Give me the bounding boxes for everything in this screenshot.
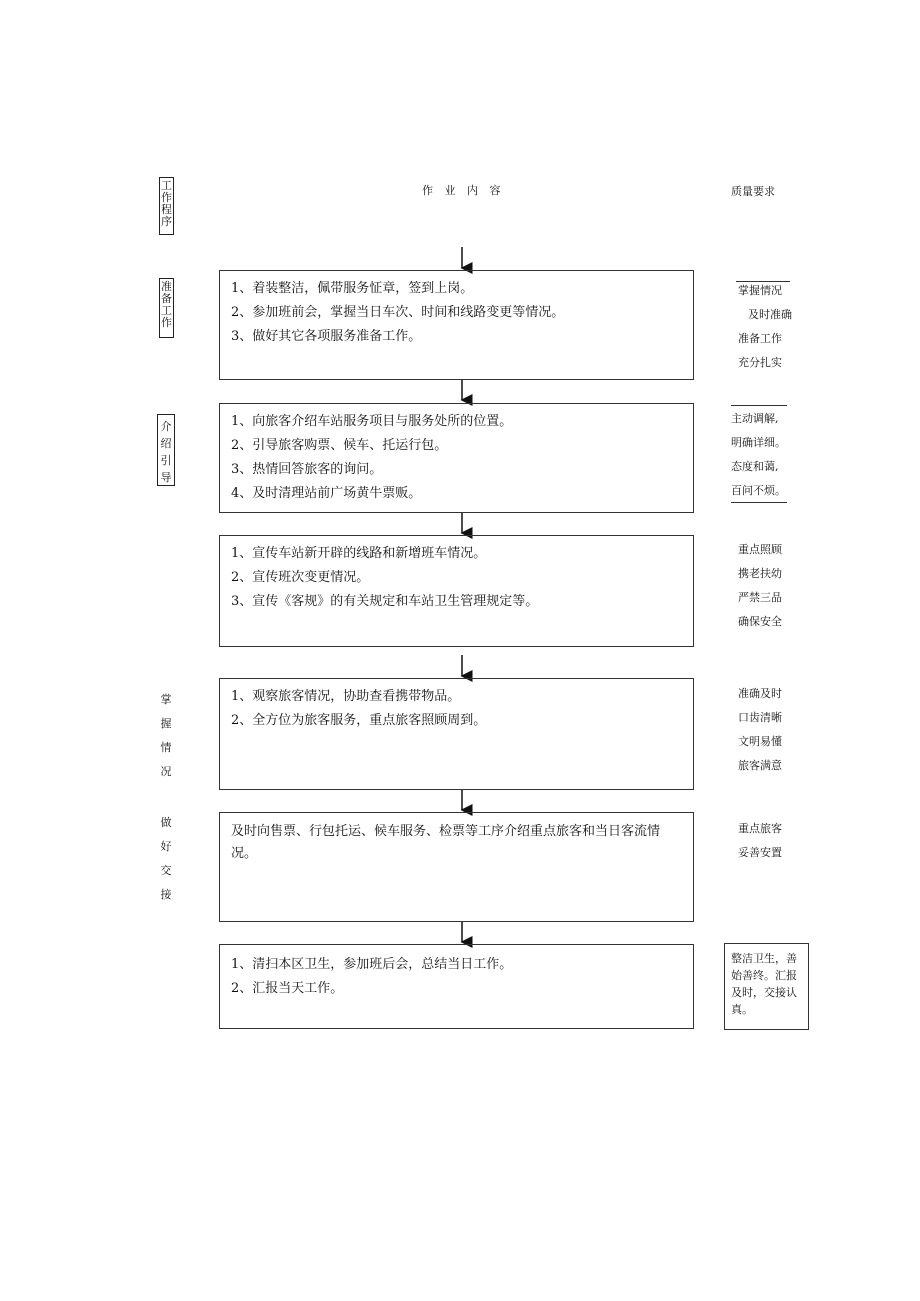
step-box-close bbox=[219, 944, 694, 1029]
stage-label-char: 绍 bbox=[160, 437, 172, 450]
quality-line: 文明易懂 bbox=[738, 735, 782, 748]
step-box-publicity bbox=[219, 535, 694, 647]
quality-line: 百问不烦。 bbox=[731, 484, 786, 497]
step-box-intro bbox=[219, 403, 694, 513]
quality-line: 重点照顾 bbox=[738, 543, 782, 556]
quality-prep bbox=[738, 279, 792, 375]
stage-label-char: 交 bbox=[160, 864, 172, 877]
step-line: 2、引导旅客购票、候车、托运行包。 bbox=[231, 438, 448, 453]
quality-line: 严禁三品 bbox=[738, 591, 782, 604]
step-box-grasp bbox=[219, 678, 694, 790]
program-label-char: 程 bbox=[161, 203, 172, 216]
stage-label-char: 准 bbox=[161, 280, 172, 293]
stage-label-char: 工 bbox=[161, 304, 172, 317]
step-line: 1、清扫本区卫生，参加班后会，总结当日工作。 bbox=[231, 957, 513, 972]
stage-label-char: 导 bbox=[160, 471, 172, 484]
quality-grasp bbox=[738, 682, 782, 778]
stage-label-char: 备 bbox=[161, 292, 172, 305]
stage-label-prep bbox=[159, 278, 174, 338]
quality-line: 主动调解, bbox=[731, 412, 779, 425]
stage-label-char: 介 bbox=[160, 420, 172, 433]
stage-label-char: 况 bbox=[160, 765, 172, 778]
quality-handover bbox=[738, 817, 782, 865]
step-box-prep bbox=[219, 270, 694, 380]
step-line: 2、宣传班次变更情况。 bbox=[231, 570, 370, 585]
stage-label-char: 做 bbox=[160, 816, 172, 829]
step-line: 3、做好其它各项服务准备工作。 bbox=[231, 329, 422, 344]
quality-line: 口齿清晰 bbox=[738, 711, 782, 724]
quality-line: 携老扶幼 bbox=[738, 567, 782, 580]
step-line: 1、宣传车站新开辟的线路和新增班车情况。 bbox=[231, 546, 487, 561]
stage-label-char: 握 bbox=[160, 717, 172, 730]
quality-line: 重点旅客 bbox=[738, 822, 782, 835]
quality-line: 充分扎实 bbox=[738, 356, 782, 369]
quality-line: 旅客满意 bbox=[738, 759, 782, 772]
stage-label-char: 作 bbox=[161, 316, 172, 329]
quality-line: 明确详细。 bbox=[731, 436, 786, 449]
stage-label-char: 好 bbox=[160, 840, 172, 853]
step-line: 1、向旅客介绍车站服务项目与服务处所的位置。 bbox=[231, 414, 513, 429]
stage-label-grasp bbox=[159, 688, 173, 784]
quality-line: 确保安全 bbox=[738, 615, 782, 628]
stage-label-handover bbox=[159, 811, 173, 907]
program-label-char: 作 bbox=[161, 191, 172, 204]
quality-line: 妥善安置 bbox=[738, 846, 782, 859]
step-line: 及时向售票、行包托运、候车服务、检票等工序介绍重点旅客和当日客流情况。 bbox=[231, 824, 661, 861]
quality-rule bbox=[731, 405, 787, 406]
step-line: 1、观察旅客情况，协助查看携带物品。 bbox=[231, 689, 461, 704]
quality-intro bbox=[731, 407, 786, 503]
stage-label-char: 情 bbox=[160, 741, 172, 754]
quality-publicity bbox=[738, 538, 782, 634]
quality-line: 及时准确 bbox=[748, 308, 792, 321]
step-line: 2、参加班前会，掌握当日车次、时间和线路变更等情况。 bbox=[231, 305, 565, 320]
step-line: 3、热情回答旅客的询问。 bbox=[231, 462, 383, 477]
step-box-handover bbox=[219, 812, 694, 922]
stage-label-intro bbox=[157, 414, 175, 486]
program-label-char: 序 bbox=[161, 215, 172, 228]
stage-label-char: 接 bbox=[160, 888, 172, 901]
content-header: 作 业 内 容 bbox=[422, 184, 505, 197]
stage-label-char: 掌 bbox=[160, 693, 172, 706]
step-line: 3、宣传《客规》的有关规定和车站卫生管理规定等。 bbox=[231, 594, 539, 609]
quality-line: 态度和蔼, bbox=[731, 460, 779, 473]
quality-line: 准备工作 bbox=[738, 332, 782, 345]
step-line: 2、汇报当天工作。 bbox=[231, 981, 344, 996]
program-label-char: 工 bbox=[161, 179, 172, 192]
step-line: 2、全方位为旅客服务，重点旅客照顾周到。 bbox=[231, 713, 487, 728]
quality-line: 整洁卫生，善始善终。汇报及时，交接认真。 bbox=[731, 952, 797, 1016]
quality-rule bbox=[731, 502, 787, 503]
step-line: 4、及时清理站前广场黄牛票贩。 bbox=[231, 486, 422, 501]
quality-close-box bbox=[724, 943, 809, 1030]
quality-line: 掌握情况 bbox=[738, 284, 782, 297]
quality-header: 质量要求 bbox=[731, 185, 775, 198]
stage-label-char: 引 bbox=[160, 454, 172, 467]
quality-line: 准确及时 bbox=[738, 687, 782, 700]
step-line: 1、着装整洁，佩带服务怔章，签到上岗。 bbox=[231, 281, 474, 296]
